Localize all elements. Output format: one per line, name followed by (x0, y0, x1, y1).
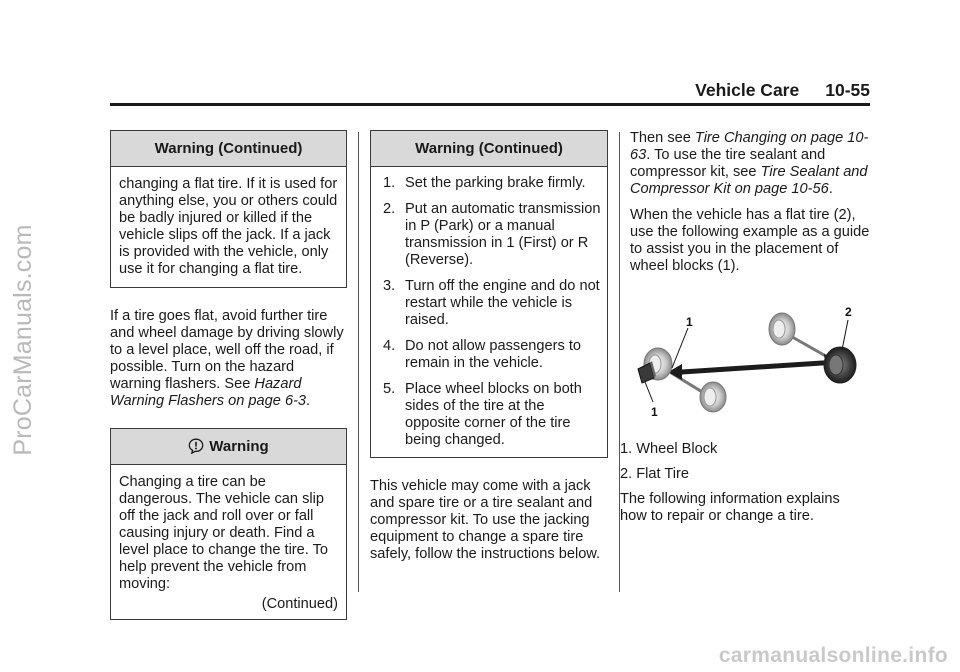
warning-box-title: Warning (Continued) (371, 131, 607, 167)
column-1 (110, 130, 347, 620)
column-2 (370, 130, 608, 563)
list-item: 5. Place wheel blocks on both sides of the tire at the opposite corner of the tire being changed. (383, 381, 582, 448)
warning-box (110, 428, 347, 620)
callout-flat-tire: 2 (845, 305, 852, 319)
legend-item: 2. Flat Tire (620, 466, 689, 482)
warning-box-title: Warning (Continued) (111, 131, 346, 167)
warning-box-continued (370, 130, 608, 458)
bottom-watermark: carmanualsonline.info (718, 644, 948, 667)
callout-wheel-block-bottom: 1 (651, 405, 658, 419)
figure-legend (620, 441, 870, 533)
legend-item: 1. Wheel Block (620, 441, 718, 457)
see-also-paragraph: Then see Tire Changing on page 10-63. To use the tire sealant and compressor kit, see Tire Sealant and Compressor Kit on page 10-56. (630, 130, 869, 197)
callout-wheel-block-top: 1 (686, 315, 693, 329)
hazard-flashers-link[interactable]: Hazard Warning Flashers on page 6-3 (110, 376, 307, 409)
tire-changing-link[interactable]: Tire Changing on page 10-63 (630, 130, 869, 163)
column-3 (630, 130, 870, 275)
tire-sealant-link[interactable]: Tire Sealant and Compressor Kit on page 10-56 (630, 164, 868, 197)
jack-kit-paragraph: This vehicle may come with a jack and spare tire or a tire sealant and compressor kit. To use the jacking equipment to change a spare tire safely, follow the instructions below. (370, 478, 601, 562)
list-item: 3. Turn off the engine and do not restart while the vehicle is raised. (383, 278, 600, 328)
page-number: 10-55 (825, 80, 870, 100)
warning-box-body: changing a flat tire. If it is used for anything else, you or others could be badly injured or killed if the vehicle slips off the jack. If a jack is provided with the vehicle, only use it for changing a flat tire. (119, 176, 338, 277)
warning-box-body (371, 167, 607, 457)
wheel-block-diagram (620, 290, 870, 432)
warning-box-body (111, 465, 346, 619)
warning-text: Changing a tire can be dangerous. The vehicle can slip off the jack and roll over or fall causing injury or death. Find a level place to change the tire. To help prevent the vehicle from moving: (119, 474, 329, 592)
list-item: 4. Do not allow passengers to remain in the vehicle. (383, 338, 582, 371)
warning-box-continued (110, 130, 347, 288)
repair-info-paragraph: The following information explains how to repair or change a tire. (620, 491, 840, 524)
continued-label: (Continued) (261, 596, 338, 612)
column-divider-1 (358, 132, 359, 592)
side-watermark: ProCarManuals.com (9, 224, 37, 456)
warning-box-title: Warning (111, 429, 346, 465)
flat-tire-paragraph: If a tire goes flat, avoid further tire and wheel damage by driving slowly to a level place, well off the road, if possible. Turn on the hazard warning flashers. See Hazard Warning Flashers on page 6-3. (110, 308, 344, 409)
wheel-block-intro-paragraph: When the vehicle has a flat tire (2), use the following example as a guide to assist you in the placement of wheel blocks (1). (630, 207, 870, 274)
list-item: 2. Put an automatic transmission in P (Park) or a manual transmission in 1 (First) or R (Reverse). (383, 201, 601, 268)
warning-icon (188, 432, 204, 467)
safety-steps-list (377, 175, 601, 449)
section-title: Vehicle Care (695, 80, 800, 100)
list-item: 1. Set the parking brake firmly. (383, 175, 586, 191)
page-header (110, 80, 870, 100)
header-rule (110, 103, 870, 106)
